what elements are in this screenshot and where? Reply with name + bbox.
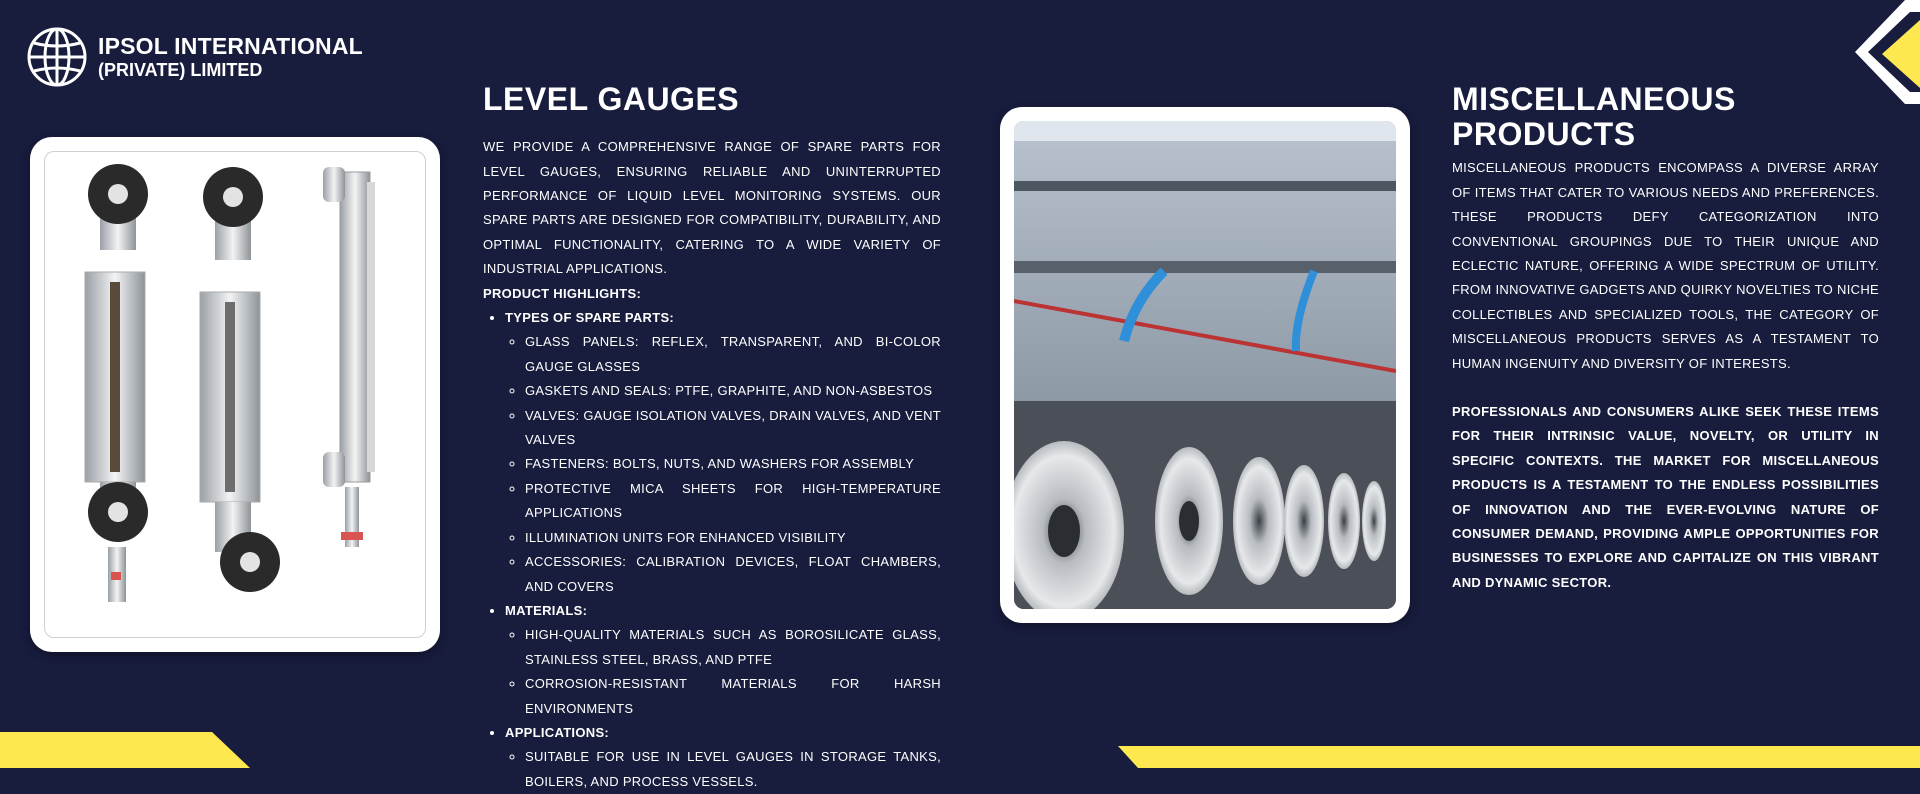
level-gauges-section — [483, 82, 941, 794]
list-item: ◦ PROTECTIVE MICA SHEETS FOR HIGH-TEMPERATURE APPLICATIONS — [525, 477, 941, 526]
section-spare-parts: • TYPES OF SPARE PARTS: ◦ GLASS PANELS: REFLEX, TRANSPARENT, AND BI-COLOR GAUGE GLASSES ◦ GASKETS AND SEALS: PTFE, GRAPHITE, AND NON-ASBESTOS ◦ VALVES: GAUGE ISOLATION VALVES, DRAIN VALVES, AND VENT VALVES ◦ FASTENERS: BOLTS, NUTS, AND WASHERS FOR ASSEMBLY ◦ PROTECTIVE MICA SHEETS FOR HIGH-TEMPERATURE APPLICATIONS ◦ ILLUMINATION UNITS FOR ENHANCED VISIBILITY ◦ ACCESSORIES: CALIBRATION DEVICES, FLOAT CHAMBERS, AND COVERS — [505, 306, 941, 599]
misc-products-para1: MISCELLANEOUS PRODUCTS ENCOMPASS A DIVERSE ARRAY OF ITEMS THAT CATER TO VARIOUS NEEDS AND PREFERENCES. THESE PRODUCTS DEFY CATEGORIZATION INTO CONVENTIONAL GROUPINGS DUE TO THEIR UNIQUE AND ECLECTIC NATURE, OFFERING A WIDE SPECTRUM OF UTILITY. FROM INNOVATIVE GADGETS AND QUIRKY NOVELTIES TO NICHE COLLECTIBLES AND SPECIALIZED TOOLS, THE CATEGORY OF MISCELLANEOUS PRODUCTS SERVES AS A TESTAMENT TO HUMAN INGENUITY AND DIVERSITY OF INTERESTS. — [1452, 160, 1879, 371]
globe-icon — [26, 26, 88, 88]
level-gauges-intro: WE PROVIDE A COMPREHENSIVE RANGE OF SPARE PARTS FOR LEVEL GAUGES, ENSURING RELIABLE AND UNINTERRUPTED PERFORMANCE OF LIQUID LEVEL MONITORING SYSTEMS. OUR SPARE PARTS ARE DESIGNED FOR COMPATIBILITY, DURABILITY, AND OPTIMAL FUNCTIONALITY, CATERING TO A WIDE VARIETY OF INDUSTRIAL APPLICATIONS. — [483, 139, 941, 277]
steel-coils-photo — [1014, 121, 1396, 609]
highlights-list — [483, 306, 941, 794]
level-gauges-photo-frame — [30, 137, 440, 652]
section-materials: • MATERIALS: ◦ HIGH-QUALITY MATERIALS SUCH AS BOROSILICATE GLASS, STAINLESS STEEL, BRASS, AND PTFE ◦ CORROSION-RESISTANT MATERIALS FOR HARSH ENVIRONMENTS — [505, 599, 941, 721]
list-item: ◦ SUITABLE FOR USE IN LEVEL GAUGES IN STORAGE TANKS, BOILERS, AND PROCESS VESSELS. — [525, 745, 941, 794]
list-item: ◦ ILLUMINATION UNITS FOR ENHANCED VISIBILITY — [525, 526, 941, 550]
section-applications: • APPLICATIONS: ◦ SUITABLE FOR USE IN LEVEL GAUGES IN STORAGE TANKS, BOILERS, AND PROCESS VESSELS. — [505, 721, 941, 794]
misc-products-title: MISCELLANEOUS PRODUCTS — [1452, 81, 1736, 153]
bottom-right-band — [1118, 746, 1920, 768]
company-name: IPSOL INTERNATIONAL — [98, 33, 363, 60]
list-item: ◦ FASTENERS: BOLTS, NUTS, AND WASHERS FOR ASSEMBLY — [525, 452, 941, 476]
level-gauges-photo — [44, 151, 426, 638]
factory-illustration — [1014, 121, 1396, 609]
list-item: ◦ HIGH-QUALITY MATERIALS SUCH AS BOROSILICATE GLASS, STAINLESS STEEL, BRASS, AND PTFE — [525, 623, 941, 672]
misc-products-photo-frame — [1000, 107, 1410, 623]
bottom-left-band — [0, 732, 250, 768]
list-item: ◦ ACCESSORIES: CALIBRATION DEVICES, FLOAT CHAMBERS, AND COVERS — [525, 550, 941, 599]
misc-products-section — [1452, 82, 1879, 595]
company-suffix: (PRIVATE) LIMITED — [98, 59, 263, 80]
level-gauges-title: LEVEL GAUGES — [483, 81, 740, 117]
company-logo — [26, 26, 363, 88]
level-gauge-illustration — [45, 152, 425, 637]
list-item: ◦ VALVES: GAUGE ISOLATION VALVES, DRAIN VALVES, AND VENT VALVES — [525, 404, 941, 453]
misc-products-para2: PROFESSIONALS AND CONSUMERS ALIKE SEEK THESE ITEMS FOR THEIR INTRINSIC VALUE, NOVELTY, OR UTILITY IN SPECIFIC CONTEXTS. THE MARKET FOR MISCELLANEOUS PRODUCTS IS A TESTAMENT TO THE ENDLESS POSSIBILITIES OF INNOVATION AND THE EVER-EVOLVING NATURE OF CONSUMER DEMAND, PROVIDING AMPLE OPPORTUNITIES FOR BUSINESSES TO EXPLORE AND CAPITALIZE ON THIS VIBRANT AND DYNAMIC SECTOR. — [1452, 404, 1879, 590]
list-item: ◦ GLASS PANELS: REFLEX, TRANSPARENT, AND BI-COLOR GAUGE GLASSES — [525, 330, 941, 379]
list-item: ◦ CORROSION-RESISTANT MATERIALS FOR HARSH ENVIRONMENTS — [525, 672, 941, 721]
product-highlights-heading: PRODUCT HIGHLIGHTS: — [483, 285, 642, 301]
list-item: ◦ GASKETS AND SEALS: PTFE, GRAPHITE, AND NON-ASBESTOS — [525, 379, 941, 403]
corner-chevron-yellow — [1882, 20, 1920, 88]
